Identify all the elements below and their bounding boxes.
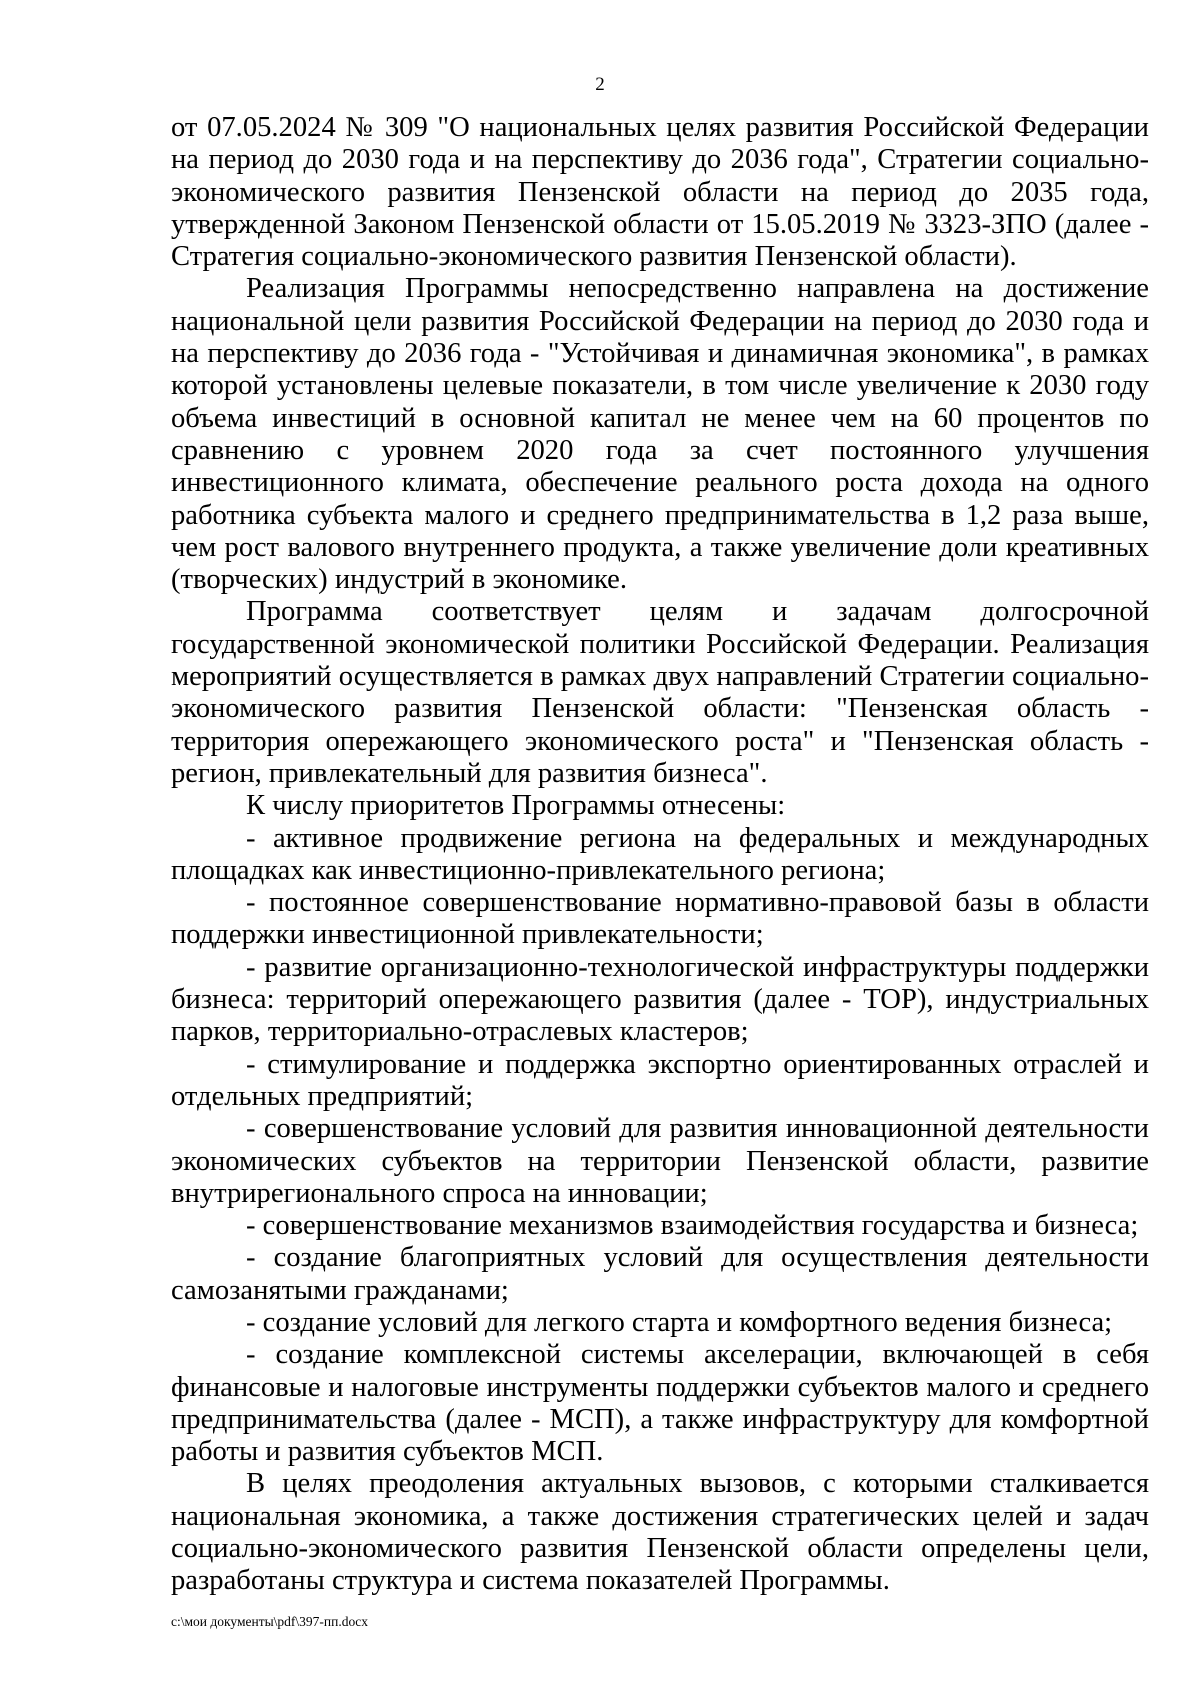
priority-list-item: - создание условий для легкого старта и комфортного ведения бизнеса; (246, 1306, 1113, 1338)
page-number: 2 (595, 74, 605, 95)
priority-list-item: - постоянное совершенствование нормативно-правовой базы в области поддержки инвестиционной привлекательности; (171, 887, 1149, 951)
document-body (171, 112, 1149, 1598)
priority-list-item: - создание благоприятных условий для осуществления деятельности самозанятыми гражданами; (171, 1242, 1149, 1306)
priority-list-item: - активное продвижение региона на федеральных и международных площадках как инвестиционно-привлекательного региона; (171, 822, 1149, 886)
priority-list-item: - стимулирование и поддержка экспортно ориентированных отраслей и отдельных предприятий; (171, 1048, 1149, 1112)
priority-list-item: - создание комплексной системы акселерации, включающей в себя финансовые и налоговые инструменты поддержки субъектов малого и среднего предпринимательства (далее - МСП), а также инфраструктуру для комфортной работы и развития субъектов МСП. (171, 1339, 1149, 1468)
paragraph-strategy-alignment: Программа соответствует целям и задачам долгосрочной государственной экономической политики Российской Федерации. Реализация мероприятий осуществляется в рамках двух направлений Стратегии социально-экономического развития Пензенской области: "Пензенская область - территория опережающего экономического роста" и "Пензенская область - регион, привлекательный для развития бизнеса". (171, 596, 1149, 789)
footer-file-path: c:\мои документы\pdf\397-пп.docx (171, 1614, 368, 1629)
paragraph-priorities-intro: К числу приоритетов Программы отнесены: (246, 790, 786, 822)
priority-list-item: - совершенствование механизмов взаимодействия государства и бизнеса; (246, 1210, 1139, 1242)
paragraph-conclusion: В целях преодоления актуальных вызовов, с которыми сталкивается национальная экономика, а также достижения стратегических целей и задач социально-экономического развития Пензенской области определены цели, разработаны структура и система показателей Программы. (171, 1468, 1149, 1597)
priority-list-item: - совершенствование условий для развития инновационной деятельности экономических субъектов на территории Пензенской области, развитие внутрирегионального спроса на инновации; (171, 1113, 1149, 1209)
priority-list-item: - развитие организационно-технологической инфраструктуры поддержки бизнеса: территорий опережающего развития (далее - ТОР), индустриальных парков, территориально-отраслевых кластеров; (171, 951, 1149, 1048)
paragraph-continuation: от 07.05.2024 № 309 "О национальных целях развития Российской Федерации на период до 2030 года и на перспективу до 2036 года", Стратегии социально-экономического развития Пензенской области на период до 2035 года, утвержденной Законом Пензенской области от 15.05.2019 № 3323-ЗПО (далее - Стратегия социально-экономического развития Пензенской области). (171, 112, 1149, 273)
paragraph-national-goal: Реализация Программы непосредственно направлена на достижение национальной цели развития Российской Федерации на период до 2030 года и на перспективу до 2036 года - "Устойчивая и динамичная экономика", в рамках которой установлены целевые показатели, в том числе увеличение к 2030 году объема инвестиций в основной капитал не менее чем на 60 процентов по сравнению с уровнем 2020 года за счет постоянного улучшения инвестиционного климата, обеспечение реального роста дохода на одного работника субъекта малого и среднего предпринимательства в 1,2 раза выше, чем рост валового внутреннего продукта, а также увеличение доли креативных (творческих) индустрий в экономике. (171, 273, 1149, 596)
